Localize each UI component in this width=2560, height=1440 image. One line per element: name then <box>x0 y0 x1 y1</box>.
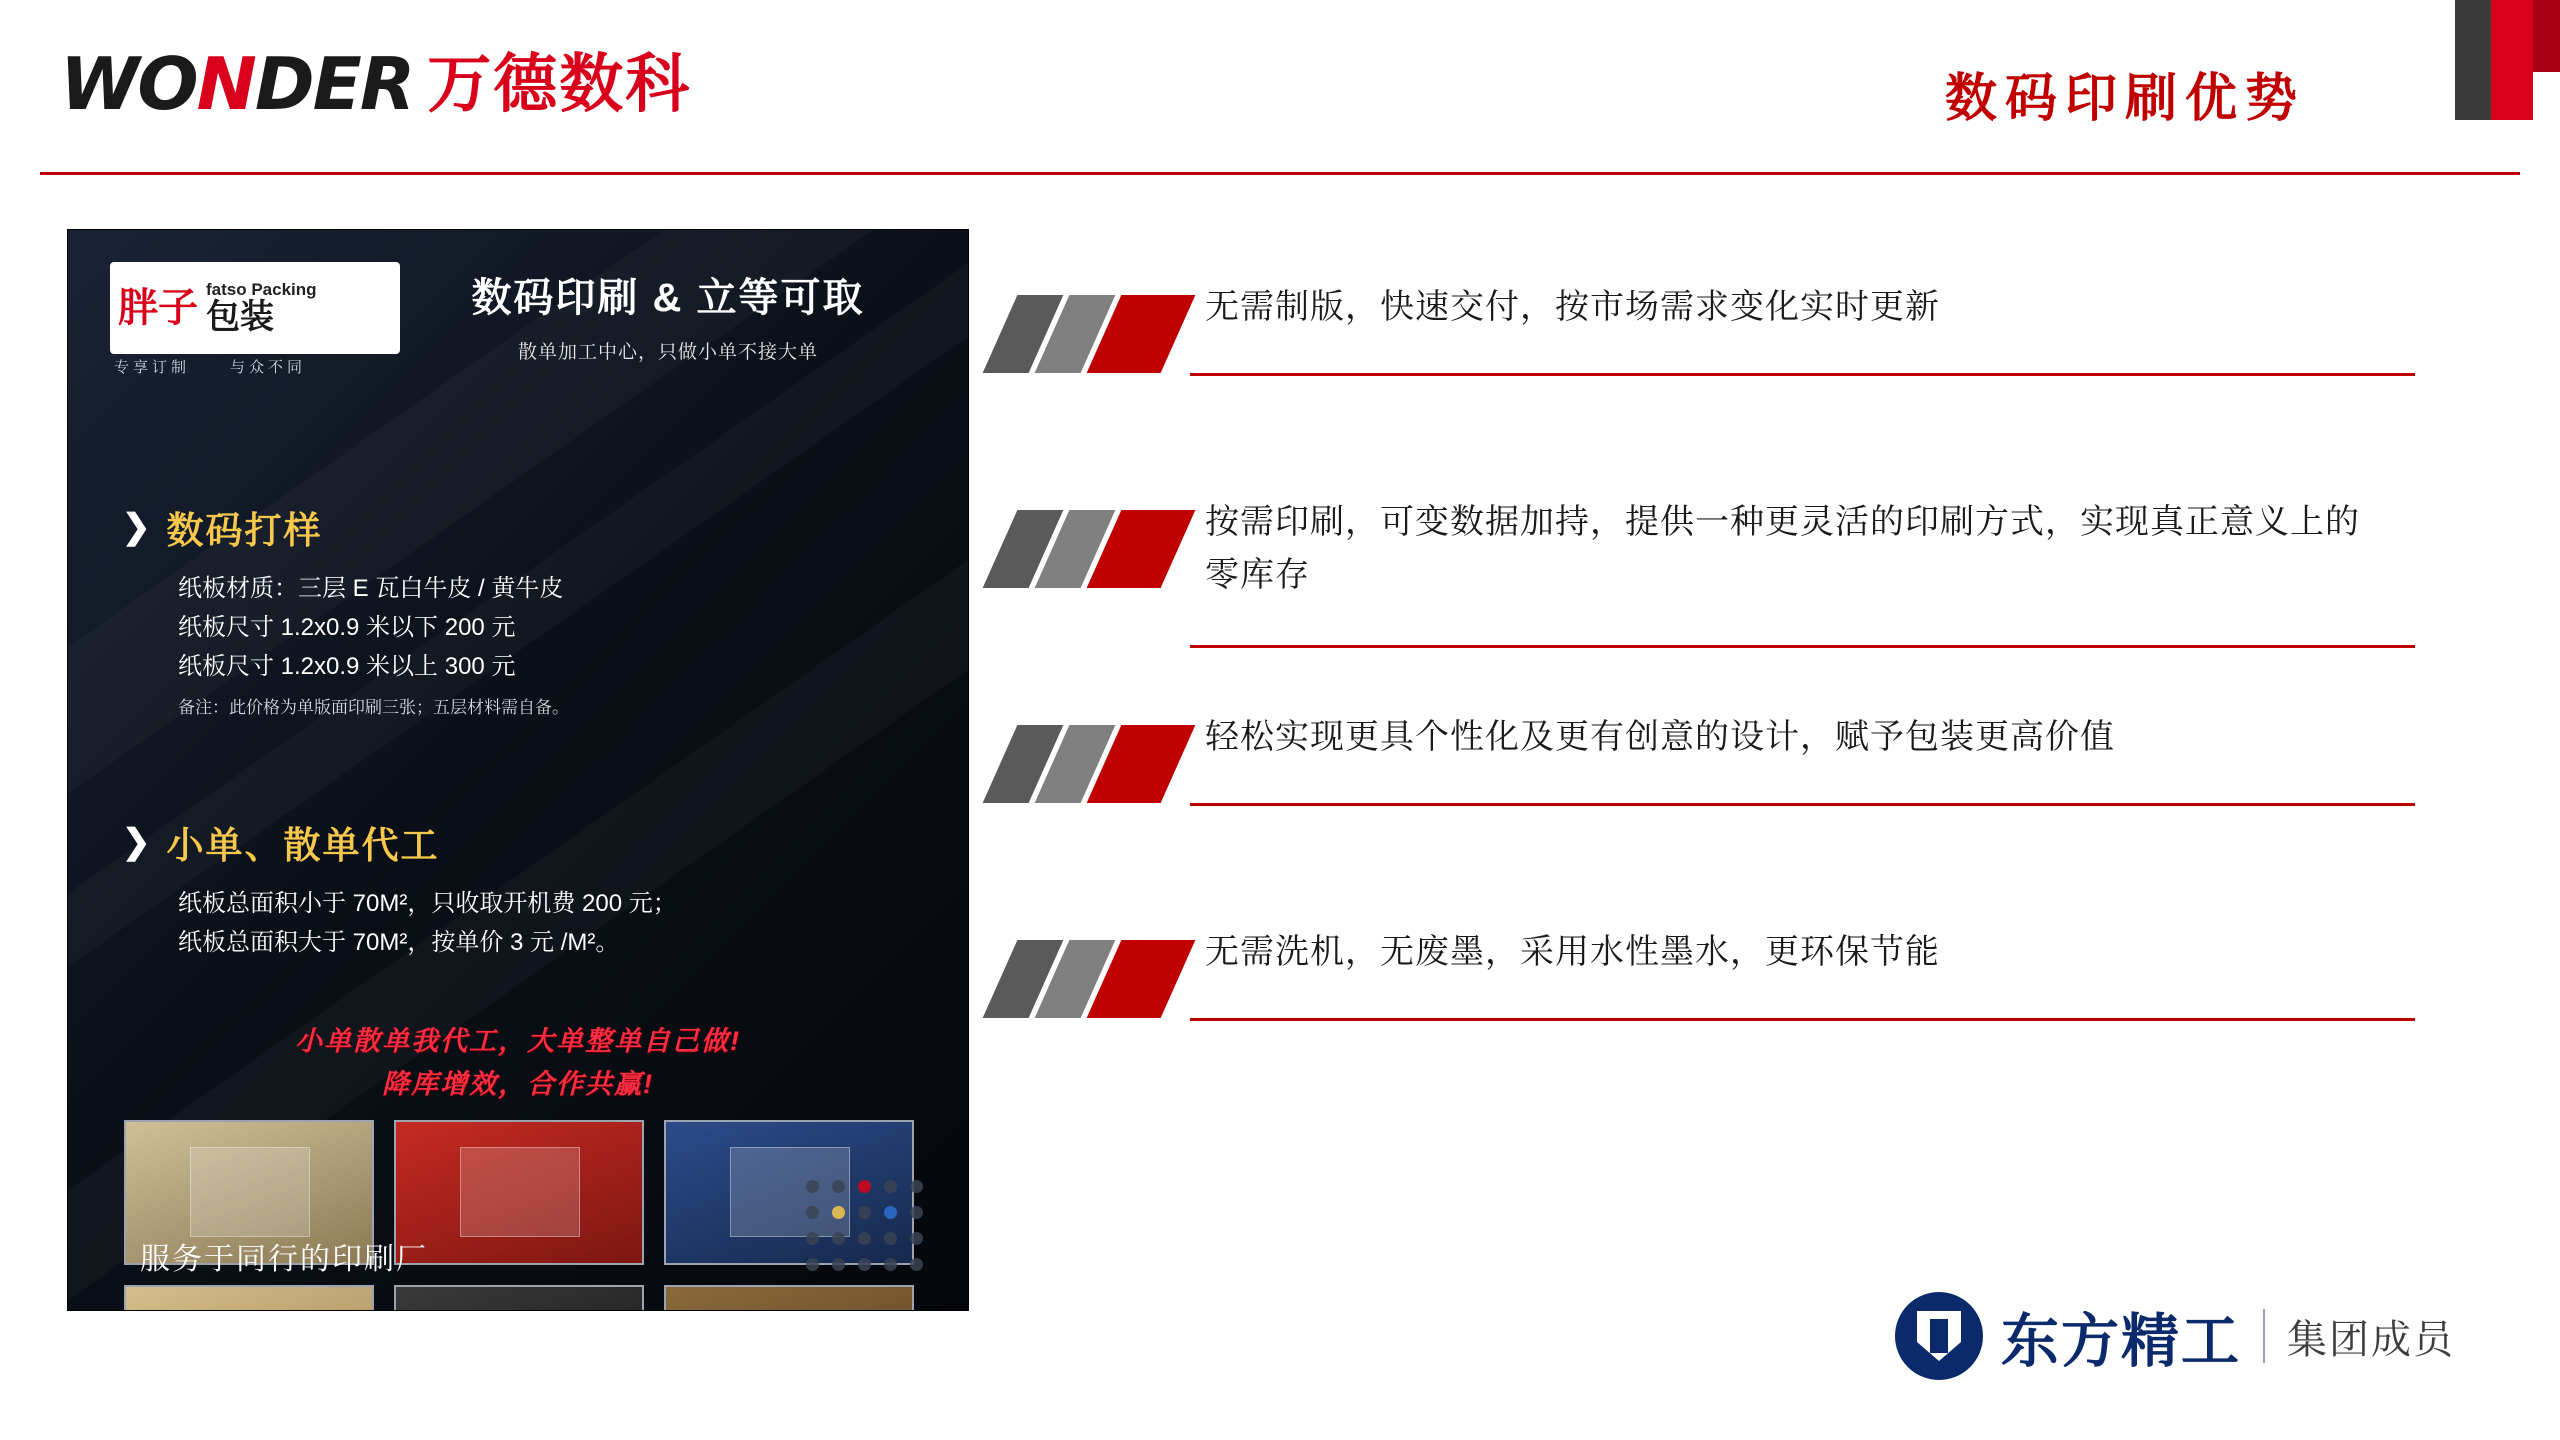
poster-slogan <box>68 1020 968 1106</box>
advantage-text: 无需洗机，无废墨，采用水性墨水，更环保节能 <box>1205 933 1940 971</box>
header-divider <box>40 172 2520 175</box>
chevron-right-icon: ❯ <box>122 508 153 546</box>
poster-brand-box: 包装 <box>206 297 274 336</box>
group-logo-subtitle: 集团成员 <box>2287 1317 2455 1362</box>
page-header <box>0 0 2560 175</box>
advantage-underline <box>1190 803 2415 806</box>
sample-photo <box>394 1120 644 1265</box>
poster-headline-block <box>398 266 938 364</box>
poster-section-title-text: 数码打样 <box>166 510 323 551</box>
wonder-logo <box>60 42 692 126</box>
advantage-underline <box>1190 645 2415 648</box>
corner-decoration <box>2455 0 2560 120</box>
logo-chinese-name: 万德数科 <box>427 48 692 120</box>
group-logo-name: 东方精工 <box>2000 1309 2241 1374</box>
logo-word-n: N <box>196 42 255 126</box>
chevron-marker-icon <box>1000 725 1190 803</box>
poster-dot-pattern <box>806 1180 956 1300</box>
poster-section-body <box>178 570 922 687</box>
poster-slogan-line2: 降库增效，合作共赢! <box>382 1069 654 1100</box>
group-logo <box>1895 1292 2455 1380</box>
chevron-marker-icon <box>1000 940 1190 1018</box>
poster-brand-right <box>206 281 317 336</box>
logo-word-part2: DER <box>254 42 414 126</box>
poster-section-title <box>122 500 922 554</box>
sample-box-shape <box>460 1147 580 1236</box>
poster-brand-sub-left: 专享订制 <box>114 359 191 376</box>
poster-section-small-orders <box>122 815 922 963</box>
advantage-text: 轻松实现更具个性化及更有创意的设计，赋予包装更高价值 <box>1205 718 2115 756</box>
sample-photo <box>394 1285 644 1310</box>
advantage-text: 按需印刷，可变数据加持，提供一种更灵活的印刷方式，实现真正意义上的零库存 <box>1205 503 2360 594</box>
logo-word-part1: WO <box>60 42 197 126</box>
poster-subheadline: 散单加工中心，只做小单不接大单 <box>517 342 818 363</box>
advantages-list <box>1000 255 2420 1115</box>
poster-section-proofing <box>122 500 922 718</box>
promo-poster <box>68 230 968 1310</box>
advantage-underline <box>1190 1018 2415 1021</box>
advantage-item <box>1000 900 2420 1115</box>
poster-brand-sub-right: 与众不同 <box>230 359 307 376</box>
poster-section-line: 纸板材质：三层 E 瓦白牛皮 / 黄牛皮 <box>178 575 564 602</box>
poster-sample-gallery <box>124 1120 914 1310</box>
sample-photo <box>124 1285 374 1310</box>
poster-brand-en: fatso Packing <box>206 279 317 299</box>
corner-bar-dark <box>2455 0 2491 120</box>
poster-headline: 数码印刷 & 立等可取 <box>471 276 865 320</box>
logo-divider <box>2263 1309 2265 1363</box>
poster-section-body <box>178 885 922 963</box>
poster-brand-cn: 胖子 <box>118 286 198 330</box>
advantage-item <box>1000 685 2420 900</box>
corner-bar-red <box>2491 0 2533 120</box>
chevron-right-icon: ❯ <box>122 823 153 861</box>
poster-section-note: 备注：此价格为单版面印刷三张；五层材料需自备。 <box>178 697 569 717</box>
poster-section-line: 纸板尺寸 1.2x0.9 米以上 300 元 <box>178 652 516 680</box>
poster-section-title <box>122 815 922 869</box>
poster-section-line: 纸板总面积小于 70M²，只收取开机费 200 元； <box>178 890 677 917</box>
shield-icon <box>1895 1292 1983 1380</box>
chevron-marker-icon <box>1000 295 1190 373</box>
advantage-item <box>1000 470 2420 685</box>
poster-section-line: 纸板尺寸 1.2x0.9 米以下 200 元 <box>178 613 516 641</box>
poster-section-line: 纸板总面积大于 70M²，按单价 3 元 /M²。 <box>178 928 620 956</box>
page-title: 数码印刷优势 <box>1944 70 2305 128</box>
poster-section-title-text: 小单、散单代工 <box>166 825 440 866</box>
poster-brand-subtitle <box>114 356 306 377</box>
advantage-underline <box>1190 373 2415 376</box>
advantage-item <box>1000 255 2420 470</box>
sample-box-shape <box>190 1147 310 1236</box>
chevron-marker-icon <box>1000 510 1190 588</box>
poster-brand-badge <box>110 262 400 354</box>
poster-footer-text: 服务于同行的印刷厂 <box>140 1243 428 1276</box>
logo-wordmark <box>60 42 414 126</box>
corner-bar-red-dark <box>2533 0 2560 72</box>
poster-slogan-line1: 小单散单我代工，大单整单自己做! <box>295 1026 741 1056</box>
advantage-text: 无需制版，快速交付，按市场需求变化实时更新 <box>1205 288 1940 326</box>
